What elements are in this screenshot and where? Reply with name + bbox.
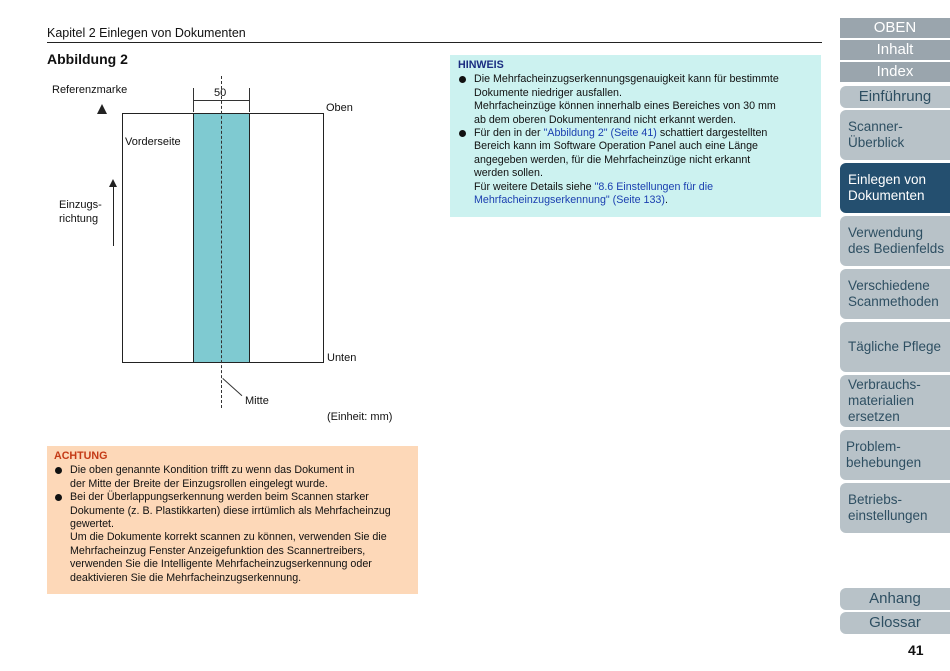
note-heading: HINWEIS — [458, 59, 504, 71]
nav-tab-einfuehrung[interactable]: Einführung — [840, 86, 950, 108]
note-text-part: schattiert dargestellten — [656, 127, 768, 140]
chapter-title: Kapitel 2 Einlegen von Dokumenten — [47, 26, 246, 40]
front-side-label: Vorderseite — [125, 136, 181, 148]
caution-item-1 — [54, 464, 411, 491]
settings-section-link-cont[interactable]: Mehrfacheinzugserkennung" (Seite 133) — [474, 194, 665, 207]
nav-tab-label: Verwendung — [848, 225, 924, 240]
bottom-label: Unten — [327, 352, 357, 364]
nav-tab-label: Verbrauchs- — [848, 377, 921, 392]
center-label: Mitte — [245, 395, 269, 407]
note-item-1 — [458, 73, 813, 127]
nav-tab-scanner-ueberblick[interactable] — [840, 110, 950, 160]
note-text: Mehrfacheinzüge können innerhalb eines Bereiches von 30 mm — [474, 100, 776, 113]
nav-tab-anhang[interactable]: Anhang — [840, 588, 950, 610]
note-item-2 — [458, 127, 813, 207]
note-text — [474, 127, 813, 140]
caution-text: gewertet. — [70, 518, 114, 531]
nav-tab-scanmethoden[interactable] — [840, 269, 950, 319]
nav-oben-button[interactable]: OBEN — [840, 18, 950, 38]
caution-text: deaktivieren Sie die Mehrfacheinzugserkennung. — [70, 571, 302, 584]
dimension-value: 50 — [214, 87, 227, 99]
note-text-part: . — [664, 194, 668, 207]
nav-tab-label: einstellungen — [848, 508, 928, 523]
settings-section-link[interactable]: "8.6 Einstellungen für die — [594, 180, 714, 193]
note-text: ab dem oberen Dokumentenrand nicht erkannt werden. — [474, 113, 737, 126]
reference-mark-triangle — [97, 104, 107, 114]
note-text: Bereich kann im Software Operation Panel auch eine Länge — [474, 140, 758, 153]
header-divider — [47, 42, 822, 43]
feed-direction-arrow-shaft — [113, 186, 114, 246]
feed-direction-label-2: richtung — [59, 213, 99, 225]
caution-text: verwenden Sie die Intelligente Mehrfacheinzugserkennung oder — [70, 558, 372, 571]
top-label: Oben — [326, 102, 353, 114]
nav-tab-einlegen[interactable] — [840, 163, 950, 213]
nav-tab-bedienfeld[interactable] — [840, 216, 950, 266]
note-text: angegeben werden, für die Mehrfacheinzüge nicht erkannt — [474, 153, 751, 166]
nav-tab-label: materialien — [848, 393, 915, 408]
caution-text: Die oben genannte Kondition trifft zu wenn das Dokument in — [70, 464, 355, 477]
caution-box — [47, 446, 418, 594]
nav-tab-problembehebungen[interactable] — [840, 430, 950, 480]
note-text: Die Mehrfacheinzugserkennungsgenauigkeit kann für bestimmte — [474, 73, 779, 86]
caution-text: Dokumente (z. B. Plastikkarten) diese irrtümlich als Mehrfacheinzug — [70, 504, 391, 517]
nav-tab-label: Verschiedene — [848, 278, 930, 293]
caution-text: Bei der Überlappungserkennung werden beim Scannen starker — [70, 491, 369, 504]
nav-tab-label: Scanmethoden — [848, 294, 939, 309]
nav-tab-label: behebungen — [846, 455, 922, 470]
nav-tab-glossar[interactable]: Glossar — [840, 612, 950, 634]
nav-tab-label: Betriebs- — [848, 492, 903, 507]
caution-item-2 — [54, 491, 411, 585]
nav-tab-label: Scanner- — [848, 119, 903, 134]
nav-tab-label: ersetzen — [848, 409, 900, 424]
note-box — [450, 55, 821, 217]
center-line — [221, 76, 222, 408]
nav-tab-label: Einlegen von — [848, 172, 927, 187]
figure-2-link[interactable]: "Abbildung 2" (Seite 41) — [543, 127, 657, 140]
figure-title: Abbildung 2 — [47, 51, 128, 67]
nav-tab-betriebseinstellungen[interactable] — [840, 483, 950, 533]
reference-mark-label: Referenzmarke — [52, 84, 128, 96]
nav-inhalt-button[interactable]: Inhalt — [840, 40, 950, 60]
nav-tab-label: Tägliche Pflege — [848, 339, 942, 354]
note-text — [474, 194, 813, 207]
nav-tab-label: Dokumenten — [848, 188, 925, 203]
page-number: 41 — [908, 642, 924, 658]
caution-text: Mehrfacheinzug Fenster Anzeigefunktion des Scannertreibers, — [70, 544, 366, 557]
nav-tab-pflege[interactable] — [840, 322, 950, 372]
caution-text: der Mitte der Breite der Einzugsrollen eingelegt wurde. — [70, 477, 328, 490]
nav-tab-verbrauchsmaterialien[interactable] — [840, 375, 950, 427]
note-text-part: Für weitere Details siehe — [474, 180, 595, 193]
center-leader-line — [222, 378, 242, 396]
caution-text: Um die Dokumente korrekt scannen zu können, verwenden Sie die — [70, 531, 387, 544]
caution-heading: ACHTUNG — [54, 450, 108, 462]
note-text-part: Für den in der — [474, 127, 544, 140]
nav-index-button[interactable]: Index — [840, 62, 950, 82]
note-text — [474, 181, 813, 194]
note-text: werden sollen. — [474, 167, 543, 180]
nav-tab-label: Problem- — [846, 439, 901, 454]
note-text: Dokumente niedriger ausfallen. — [474, 86, 622, 99]
nav-tab-label: des Bedienfelds — [848, 241, 945, 256]
nav-tab-label: Überblick — [848, 135, 905, 150]
feed-direction-label-1: Einzugs- — [59, 199, 102, 211]
unit-label: (Einheit: mm) — [327, 411, 393, 423]
